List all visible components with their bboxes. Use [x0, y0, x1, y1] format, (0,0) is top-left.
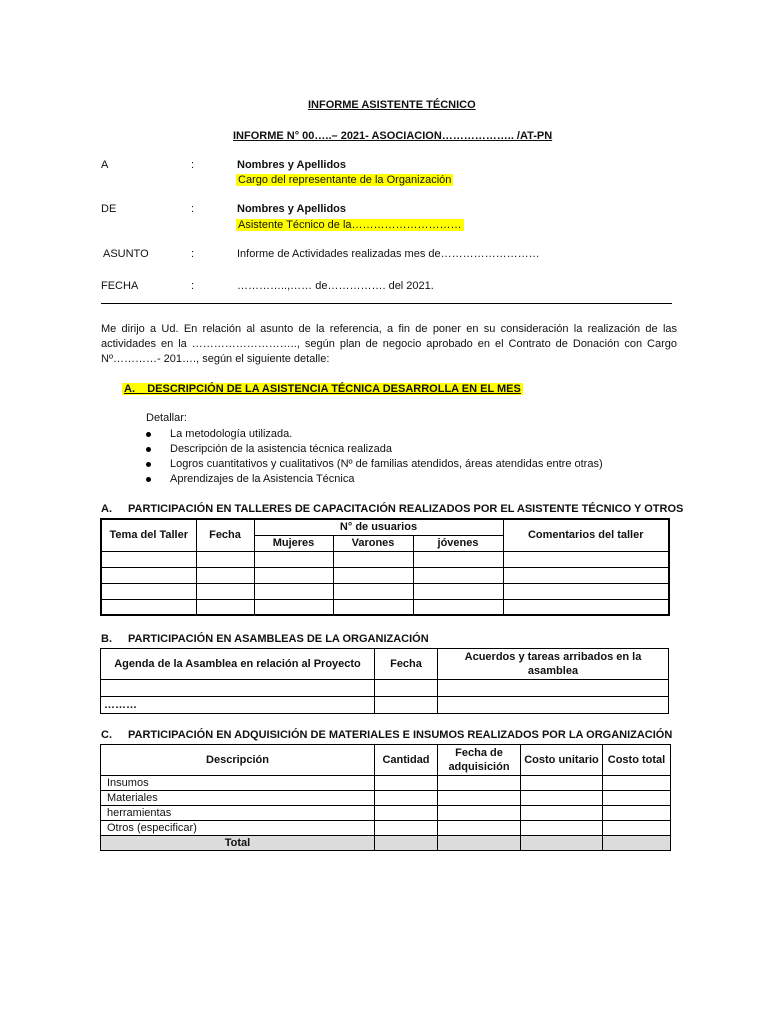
section-title: PARTICIPACIÓN EN ASAMBLEAS DE LA ORGANIZACIÓN — [128, 633, 429, 645]
table-cell[interactable] — [413, 551, 503, 567]
subject-value: Informe de Actividades realizadas mes de……………………… — [237, 248, 540, 260]
to-label: A — [101, 159, 109, 171]
table-row — [101, 567, 669, 583]
to-name: Nombres y Apellidos — [237, 159, 347, 171]
assemblies-table — [100, 648, 669, 714]
table-cell[interactable] — [503, 551, 669, 567]
table-cell[interactable] — [603, 776, 671, 791]
table-cell[interactable] — [375, 821, 438, 836]
list-item — [146, 427, 603, 442]
report-number: INFORME N° 00…..– 2021- ASOCIACION……………….. /AT-PN — [233, 130, 553, 142]
table-cell[interactable] — [254, 551, 333, 567]
table-cell[interactable] — [254, 567, 333, 583]
table-cell[interactable] — [254, 599, 333, 615]
table-cell[interactable] — [438, 776, 521, 791]
table-cell[interactable] — [101, 583, 196, 599]
detallar-label: Detallar: — [146, 412, 187, 424]
list-item-text: Logros cuantitativos y cualitativos (Nº de familias atendidos, áreas atendidas entre otras) — [170, 458, 603, 470]
section-letter: B. — [101, 633, 112, 645]
detail-bullet-list — [146, 427, 603, 487]
table-cell[interactable] — [101, 599, 196, 615]
date-label: FECHA — [101, 280, 139, 292]
table-cell[interactable] — [333, 551, 413, 567]
table-cell[interactable] — [333, 567, 413, 583]
table-cell[interactable] — [333, 583, 413, 599]
table-cell[interactable] — [521, 791, 603, 806]
table-row — [101, 821, 671, 836]
table-row — [101, 599, 669, 615]
table-cell[interactable] — [254, 583, 333, 599]
bullet-icon — [146, 477, 151, 482]
table-cell[interactable] — [521, 821, 603, 836]
intro-paragraph — [101, 322, 677, 367]
list-item-text: La metodología utilizada. — [170, 428, 293, 440]
report-title: INFORME ASISTENTE TÉCNICO — [308, 99, 476, 111]
col-header-acuerdos: Acuerdos y tareas arribados en la asamblea — [438, 649, 669, 680]
table-row — [101, 791, 671, 806]
table-row — [101, 806, 671, 821]
col-header-mujeres: Mujeres — [254, 535, 333, 551]
section-a-letter: A. — [124, 383, 135, 395]
row-label: herramientas — [101, 806, 375, 821]
bullet-icon — [146, 447, 151, 452]
materials-table — [100, 744, 671, 851]
table-cell[interactable] — [375, 791, 438, 806]
to-role: Cargo del representante de la Organización — [238, 174, 452, 186]
col-header-varones: Varones — [333, 535, 413, 551]
table-cell[interactable] — [101, 567, 196, 583]
table-cell[interactable] — [603, 821, 671, 836]
section-a-description-heading — [122, 383, 523, 395]
table-cell[interactable] — [503, 583, 669, 599]
table-cell[interactable] — [375, 836, 438, 851]
table-cell[interactable] — [375, 806, 438, 821]
header-divider — [101, 303, 672, 304]
section-a-title: DESCRIPCIÓN DE LA ASISTENCIA TÉCNICA DESARROLLA EN EL MES — [147, 383, 521, 395]
col-header-fecha-adquisicion: Fecha de adquisición — [438, 745, 521, 776]
table-cell[interactable] — [521, 806, 603, 821]
workshops-table — [100, 518, 670, 616]
list-item — [146, 442, 603, 457]
table-cell[interactable] — [438, 680, 669, 697]
table-cell[interactable] — [196, 599, 254, 615]
table-cell[interactable] — [438, 821, 521, 836]
section-letter: A. — [101, 503, 112, 515]
table-cell[interactable] — [521, 776, 603, 791]
table-cell[interactable] — [503, 567, 669, 583]
table-cell[interactable] — [413, 599, 503, 615]
row-label: Materiales — [101, 791, 375, 806]
section-a-table-heading — [101, 503, 683, 515]
table-cell[interactable] — [603, 791, 671, 806]
table-cell[interactable] — [333, 599, 413, 615]
total-row — [101, 836, 671, 851]
col-header-agenda: Agenda de la Asamblea en relación al Proyecto — [101, 649, 375, 680]
list-item — [146, 472, 603, 487]
row-label: Otros (especificar) — [101, 821, 375, 836]
col-header-tema: Tema del Taller — [101, 519, 196, 551]
bullet-icon — [146, 432, 151, 437]
table-cell[interactable] — [438, 806, 521, 821]
intro-line-3: Nº…………- 201…., según el siguiente detalle: — [101, 353, 330, 365]
table-cell[interactable] — [101, 551, 196, 567]
table-cell[interactable] — [413, 583, 503, 599]
col-header-comentarios: Comentarios del taller — [503, 519, 669, 551]
col-header-descripcion: Descripción — [101, 745, 375, 776]
col-header-jovenes: jóvenes — [413, 535, 503, 551]
table-row — [101, 551, 669, 567]
from-label: DE — [101, 203, 117, 215]
table-cell[interactable] — [438, 697, 669, 714]
intro-line-1: Me dirijo a Ud. En relación al asunto de la referencia, a fin de poner en su consideración la realización de las — [101, 323, 677, 335]
section-title: PARTICIPACIÓN EN ADQUISICIÓN DE MATERIALES E INSUMOS REALIZADOS POR LA ORGANIZACIÓN — [128, 729, 673, 741]
list-item-text: Aprendizajes de la Asistencia Técnica — [170, 473, 355, 485]
table-cell[interactable] — [438, 836, 521, 851]
list-item-text: Descripción de la asistencia técnica realizada — [170, 443, 392, 455]
from-separator: : — [191, 203, 195, 215]
table-row — [101, 583, 669, 599]
col-header-costo-total: Costo total — [603, 745, 671, 776]
bullet-icon — [146, 462, 151, 467]
col-header-cantidad: Cantidad — [375, 745, 438, 776]
table-cell[interactable] — [375, 680, 438, 697]
table-cell[interactable]: ……… — [101, 697, 375, 714]
table-cell[interactable] — [101, 680, 375, 697]
table-cell[interactable] — [603, 806, 671, 821]
table-cell[interactable] — [438, 791, 521, 806]
section-title: PARTICIPACIÓN EN TALLERES DE CAPACITACIÓN REALIZADOS POR EL ASISTENTE TÉCNICO Y OTROS — [128, 503, 684, 515]
date-value: …………..,…… de……………. del 2021. — [237, 280, 434, 292]
row-label: Insumos — [101, 776, 375, 791]
subject-separator: : — [191, 248, 195, 260]
to-separator: : — [191, 159, 195, 171]
table-cell[interactable] — [413, 567, 503, 583]
intro-line-2: actividades en la ……………………….., según plan de negocio aprobado en el Contrato de Donación con Cargo — [101, 338, 677, 350]
total-label: Total — [101, 836, 375, 851]
table-row — [101, 776, 671, 791]
col-header-usuarios: N° de usuarios — [254, 519, 503, 535]
table-cell[interactable] — [196, 551, 254, 567]
section-letter: C. — [101, 729, 112, 741]
table-cell[interactable] — [375, 697, 438, 714]
table-row — [101, 680, 669, 697]
table-cell[interactable] — [521, 836, 603, 851]
table-cell[interactable] — [603, 836, 671, 851]
col-header-fecha: Fecha — [196, 519, 254, 551]
table-row — [101, 697, 669, 714]
section-b-heading — [101, 633, 429, 645]
section-c-heading — [101, 729, 672, 741]
table-cell[interactable] — [503, 599, 669, 615]
subject-label: ASUNTO — [103, 248, 149, 260]
from-name: Nombres y Apellidos — [237, 203, 347, 215]
table-cell[interactable] — [196, 583, 254, 599]
date-separator: : — [191, 280, 195, 292]
from-role: Asistente Técnico de la………………………… — [238, 219, 462, 231]
table-cell[interactable] — [375, 776, 438, 791]
col-header-fecha: Fecha — [375, 649, 438, 680]
col-header-costo-unitario: Costo unitario — [521, 745, 603, 776]
list-item — [146, 457, 603, 472]
table-cell[interactable] — [196, 567, 254, 583]
